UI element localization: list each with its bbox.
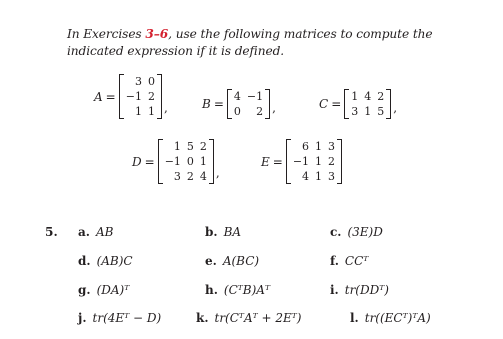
matrix-cell: 4 xyxy=(364,90,372,103)
exercise-instructions xyxy=(67,26,467,60)
matrix-cell: 0 xyxy=(186,155,194,168)
matrix-cell: 1 xyxy=(315,170,323,183)
equals-sign: = xyxy=(144,154,155,169)
exercise-number-text: 5. xyxy=(45,225,58,239)
exercise-reference-link[interactable]: 3–6 xyxy=(145,27,169,41)
matrix-cell: 1 xyxy=(364,105,372,118)
matrix-cell: −1 xyxy=(164,155,181,168)
item-expression: (AB)C xyxy=(96,254,133,268)
matrix-cell: 3 xyxy=(134,75,142,88)
equals-sign: = xyxy=(105,89,116,104)
matrix-cell: 0 xyxy=(233,105,241,118)
item-label: e. xyxy=(205,254,217,268)
exercise-item xyxy=(205,254,259,268)
matrix-cell: 2 xyxy=(199,140,207,153)
exercise-item xyxy=(78,311,161,325)
item-expression: (DA)ᵀ xyxy=(96,283,130,297)
exercise-item xyxy=(205,283,270,297)
instructions-prefix: In Exercises xyxy=(67,27,146,41)
matrix-cell: 1 xyxy=(351,90,359,103)
exercise-item xyxy=(196,311,301,325)
item-label: h. xyxy=(205,283,218,297)
matrix-cell: 2 xyxy=(256,105,264,118)
item-label: f. xyxy=(330,254,339,268)
matrix-e xyxy=(261,139,342,184)
matrix-cell: −1 xyxy=(125,90,142,103)
instructions-suffix: , use the following matrices to compute the indicated expression if it is defined. xyxy=(67,27,433,58)
item-expression: tr(CᵀAᵀ + 2Eᵀ) xyxy=(214,311,302,325)
item-label: a. xyxy=(78,225,90,239)
matrix-cell: 1 xyxy=(147,105,155,118)
matrix-d-brackets xyxy=(158,139,214,184)
matrix-cell: 0 xyxy=(147,75,155,88)
item-expression: tr(DDᵀ) xyxy=(344,283,389,297)
item-expression: tr(4Eᵀ − D) xyxy=(92,311,162,325)
matrix-cell: 1 xyxy=(199,155,207,168)
item-expression: (CᵀB)Aᵀ xyxy=(223,283,271,297)
item-label: k. xyxy=(196,311,209,325)
matrix-a-brackets xyxy=(119,74,162,119)
matrix-c-brackets xyxy=(344,89,391,119)
equals-sign: = xyxy=(272,154,283,169)
matrix-cell: 1 xyxy=(173,140,181,153)
matrix-cell: 3 xyxy=(328,170,336,183)
item-label: l. xyxy=(350,311,359,325)
matrix-d-label: D xyxy=(132,154,142,169)
equals-sign: = xyxy=(331,97,342,111)
matrix-cell: 3 xyxy=(328,140,336,153)
exercise-item xyxy=(330,225,383,239)
item-expression: (3E)D xyxy=(347,225,383,239)
matrix-cell: 4 xyxy=(199,170,207,183)
exercise-item xyxy=(330,254,368,268)
equals-sign: = xyxy=(213,97,224,111)
item-expression: A(BC) xyxy=(222,254,260,268)
exercise-item xyxy=(330,283,389,297)
matrix-cell: 2 xyxy=(328,155,336,168)
matrix-d-grid xyxy=(162,139,210,184)
matrix-cell: 1 xyxy=(134,105,142,118)
matrix-cell: 3 xyxy=(173,170,181,183)
matrix-cell: 5 xyxy=(186,140,194,153)
matrix-cell: 3 xyxy=(351,105,359,118)
matrix-e-brackets xyxy=(286,139,342,184)
matrix-cell: −1 xyxy=(246,90,264,103)
matrix-cell: 2 xyxy=(377,90,385,103)
item-label: d. xyxy=(78,254,91,268)
comma: , xyxy=(272,101,276,115)
comma: , xyxy=(163,101,168,115)
matrix-b-label: B xyxy=(202,97,211,111)
matrix-c xyxy=(319,89,397,119)
item-expression: BA xyxy=(223,225,242,239)
matrix-b-grid xyxy=(231,89,266,119)
item-label: i. xyxy=(330,283,339,297)
matrix-cell: 2 xyxy=(186,170,194,183)
matrix-e-label: E xyxy=(261,154,270,169)
exercise-item xyxy=(205,225,241,239)
item-expression: CCᵀ xyxy=(344,254,369,268)
matrix-cell: 1 xyxy=(315,155,323,168)
comma: , xyxy=(215,166,220,180)
item-label: c. xyxy=(330,225,342,239)
matrix-e-grid xyxy=(290,139,338,184)
matrix-a-label: A xyxy=(94,89,103,104)
exercise-item xyxy=(78,254,133,268)
item-label: j. xyxy=(78,311,87,325)
matrix-cell: 5 xyxy=(377,105,385,118)
exercise-number xyxy=(45,225,58,239)
matrix-c-grid xyxy=(348,89,387,119)
matrix-b xyxy=(202,89,276,119)
matrix-a-grid xyxy=(123,74,158,119)
matrix-cell: 6 xyxy=(302,140,310,153)
matrix-cell: 4 xyxy=(233,90,241,103)
item-label: g. xyxy=(78,283,91,297)
exercise-item xyxy=(78,225,113,239)
item-label: b. xyxy=(205,225,218,239)
exercise-item xyxy=(350,311,431,325)
matrix-d xyxy=(132,139,220,184)
matrix-a xyxy=(94,74,168,119)
item-expression: AB xyxy=(95,225,114,239)
item-expression: tr((ECᵀ)ᵀA) xyxy=(364,311,431,325)
comma: , xyxy=(393,101,398,115)
matrix-cell: 2 xyxy=(147,90,155,103)
matrix-cell: −1 xyxy=(292,155,310,168)
exercise-item xyxy=(78,283,129,297)
matrix-cell: 1 xyxy=(315,140,323,153)
matrix-b-brackets xyxy=(227,89,270,119)
matrix-cell: 4 xyxy=(302,170,310,183)
matrix-c-label: C xyxy=(319,97,329,111)
